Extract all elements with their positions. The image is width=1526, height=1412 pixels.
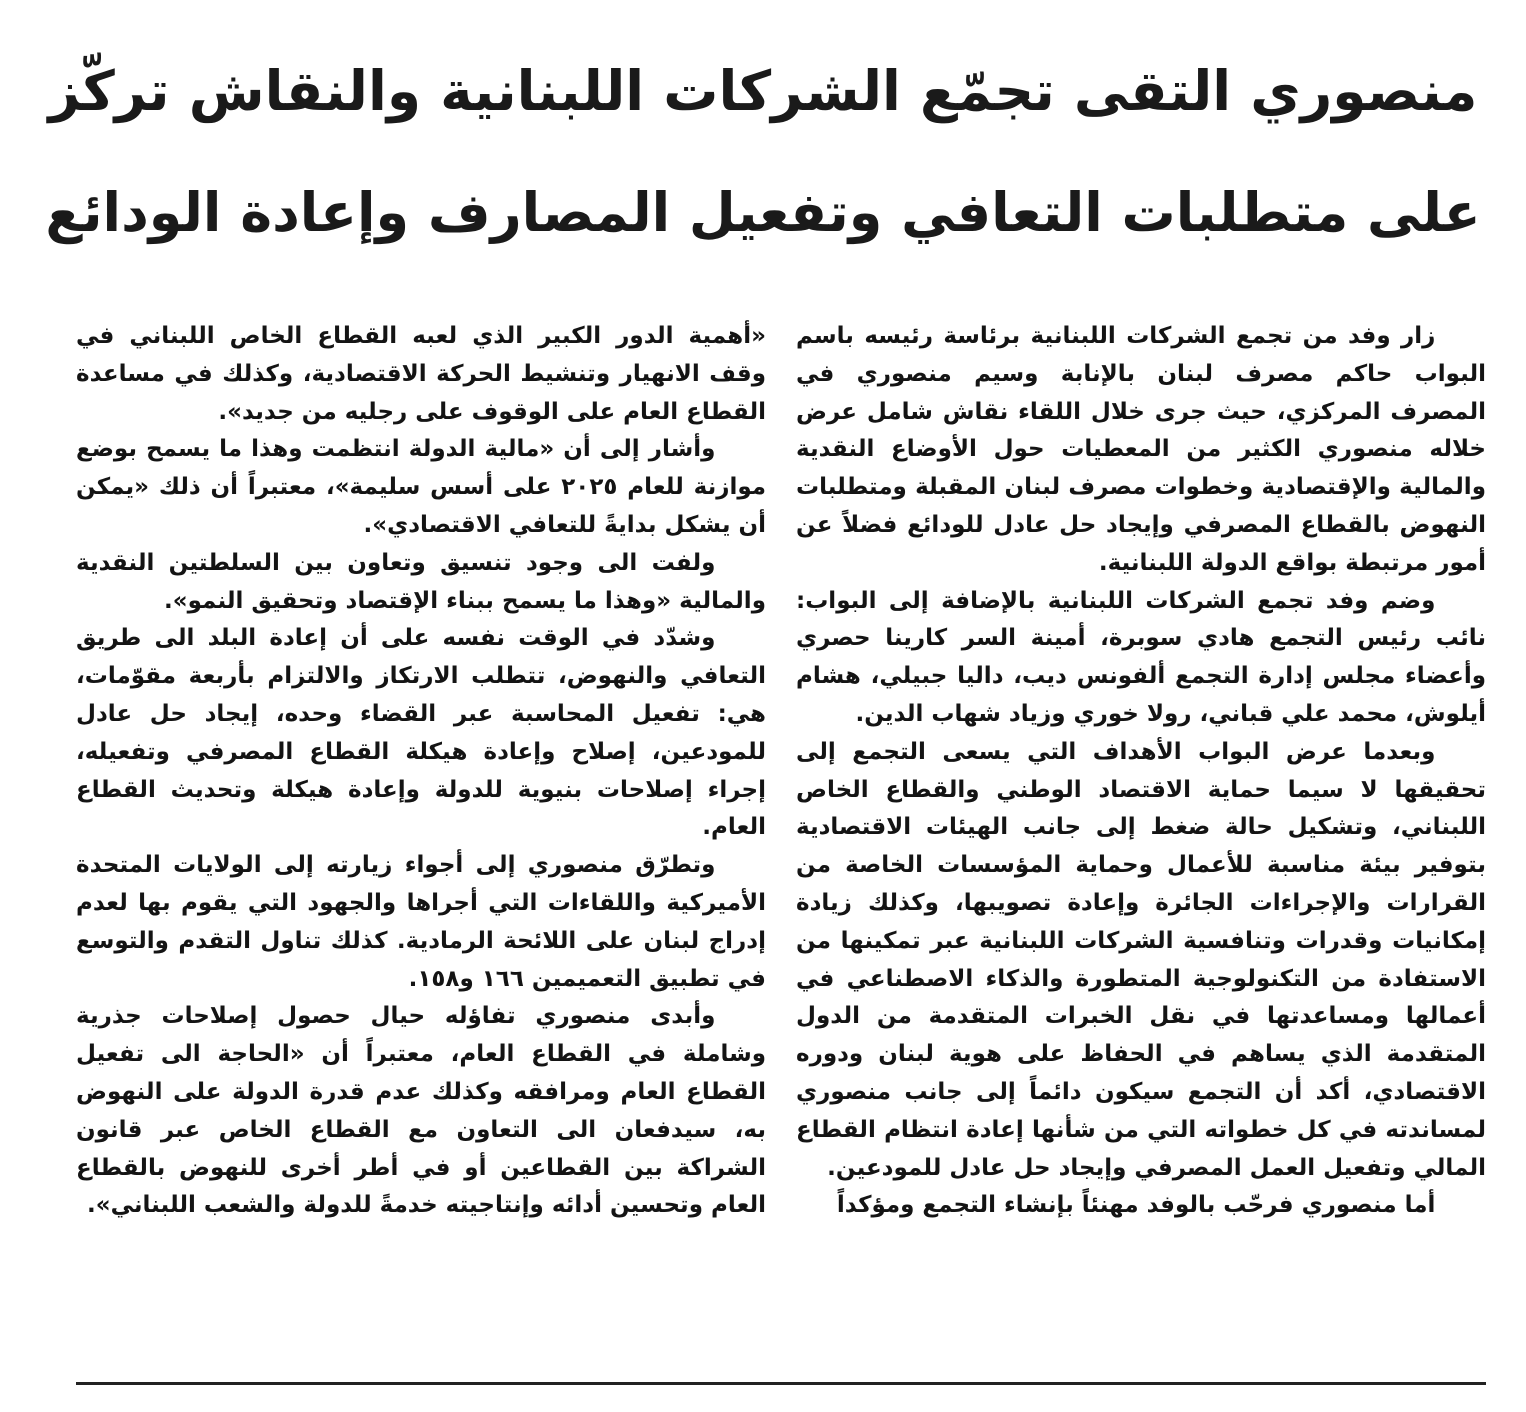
paragraph: أما منصوري فرحّب بالوفد مهنئاً بإنشاء التجمع ومؤكداً bbox=[836, 1192, 1436, 1219]
article-headline bbox=[40, 30, 1486, 274]
headline-line-2: على متطلبات التعافي وتفعيل المصارف وإعادة الودائع bbox=[45, 181, 1481, 244]
paragraph: وأبدى منصوري تفاؤله حيال حصول إصلاحات جذرية وشاملة في القطاع العام، معتبراً أن «الحاجة الى تفعيل القطاع العام ومرافقه وكذلك عدم قدرة الدولة على النهوض به، سيدفعان الى التعاون مع القطاع الخاص عبر قانون الشراكة بين القطاعين أو في أطر أخرى للنهوض بالقطاع العام وتحسين أدائه وإنتاجيته خدمةً للدولة والشعب اللبناني». bbox=[76, 1003, 766, 1219]
paragraph: وأشار إلى أن «مالية الدولة انتظمت وهذا ما يسمح بوضع موازنة للعام ٢٠٢٥ على أسس سليمة»، معتبراً أن ذلك «يمكن أن يشكل بدايةً للتعافي الاقتصادي». bbox=[76, 436, 766, 538]
paragraph: ولفت الى وجود تنسيق وتعاون بين السلطتين النقدية والمالية «وهذا ما يسمح ببناء الإقتصاد وتحقيق النمو». bbox=[76, 549, 766, 614]
paragraph: «أهمية الدور الكبير الذي لعبه القطاع الخاص اللبناني في وقف الانهيار وتنشيط الحركة الاقتصادية، وكذلك في مساعدة القطاع العام على الوقوف على رجليه من جديد». bbox=[76, 323, 766, 425]
paragraph: وتطرّق منصوري إلى أجواء زيارته إلى الولايات المتحدة الأميركية واللقاءات التي أجراها والجهود التي يقوم بها لعدم إدراج لبنان على اللائحة الرمادية. كذلك تناول التقدم والتوسع في تطبيق التعميمين ١٦٦ و١٥٨. bbox=[76, 852, 766, 992]
paragraph: وضم وفد تجمع الشركات اللبنانية بالإضافة إلى البواب: نائب رئيس التجمع هادي سوبرة، أمينة السر كارينا حصري وأعضاء مجلس إدارة التجمع ألفونس ديب، داليا جبيلي، هشام أيلوش، محمد علي قباني، رولا خوري وزياد شهاب الدين. bbox=[796, 587, 1486, 727]
paragraph: وبعدما عرض البواب الأهداف التي يسعى التجمع إلى تحقيقها لا سيما حماية الاقتصاد الوطني والقطاع الخاص اللبناني، وتشكيل حالة ضغط إلى جانب الهيئات الاقتصادية بتوفير بيئة مناسبة للأعمال وحماية المؤسسات الخاصة من القرارات والإجراءات الجائرة وإعادة تصويبها، وكذلك زيادة إمكانيات وقدرات وتنافسية الشركات اللبنانية عبر تمكينها من الاستفادة من التكنولوجية المتطورة والذكاء الاصطناعي في أعمالها ومساعدتها في نقل الخبرات المتقدمة من الدول المتقدمة الذي يساهم في الحفاظ على هوية لبنان ودوره الاقتصادي، أكد أن التجمع سيكون دائماً إلى جانب منصوري لمساندته في كل خطواته التي من شأنها إعادة انتظام القطاع المالي وتفعيل العمل المصرفي وإيجاد حل عادل للمودعين. bbox=[796, 738, 1486, 1181]
article-column-left bbox=[76, 318, 766, 1370]
paragraph: زار وفد من تجمع الشركات اللبنانية برئاسة رئيسه باسم البواب حاكم مصرف لبنان بالإنابة وسيم منصوري في المصرف المركزي، حيث جرى خلال اللقاء نقاش شامل عرض خلاله منصوري الكثير من المعطيات حول الأوضاع النقدية والمالية والإقتصادية وخطوات مصرف لبنان المقبلة ومتطلبات النهوض بالقطاع المصرفي وإيجاد حل عادل للودائع فضلاً عن أمور مرتبطة بواقع الدولة اللبنانية. bbox=[796, 323, 1486, 576]
article-column-right bbox=[796, 318, 1486, 1370]
paragraph: وشدّد في الوقت نفسه على أن إعادة البلد الى طريق التعافي والنهوض، تتطلب الارتكاز والالتزام بأربعة مقوّمات، هي: تفعيل المحاسبة عبر القضاء وحده، إيجاد حل عادل للمودعين، إصلاح وإعادة هيكلة القطاع المصرفي وتفعيله، إجراء إصلاحات بنيوية للدولة وإعادة هيكلة وتحديث القطاع العام. bbox=[76, 625, 766, 841]
bottom-divider bbox=[76, 1382, 1486, 1385]
headline-line-1: منصوري التقى تجمّع الشركات اللبنانية والنقاش تركّز bbox=[48, 59, 1478, 123]
